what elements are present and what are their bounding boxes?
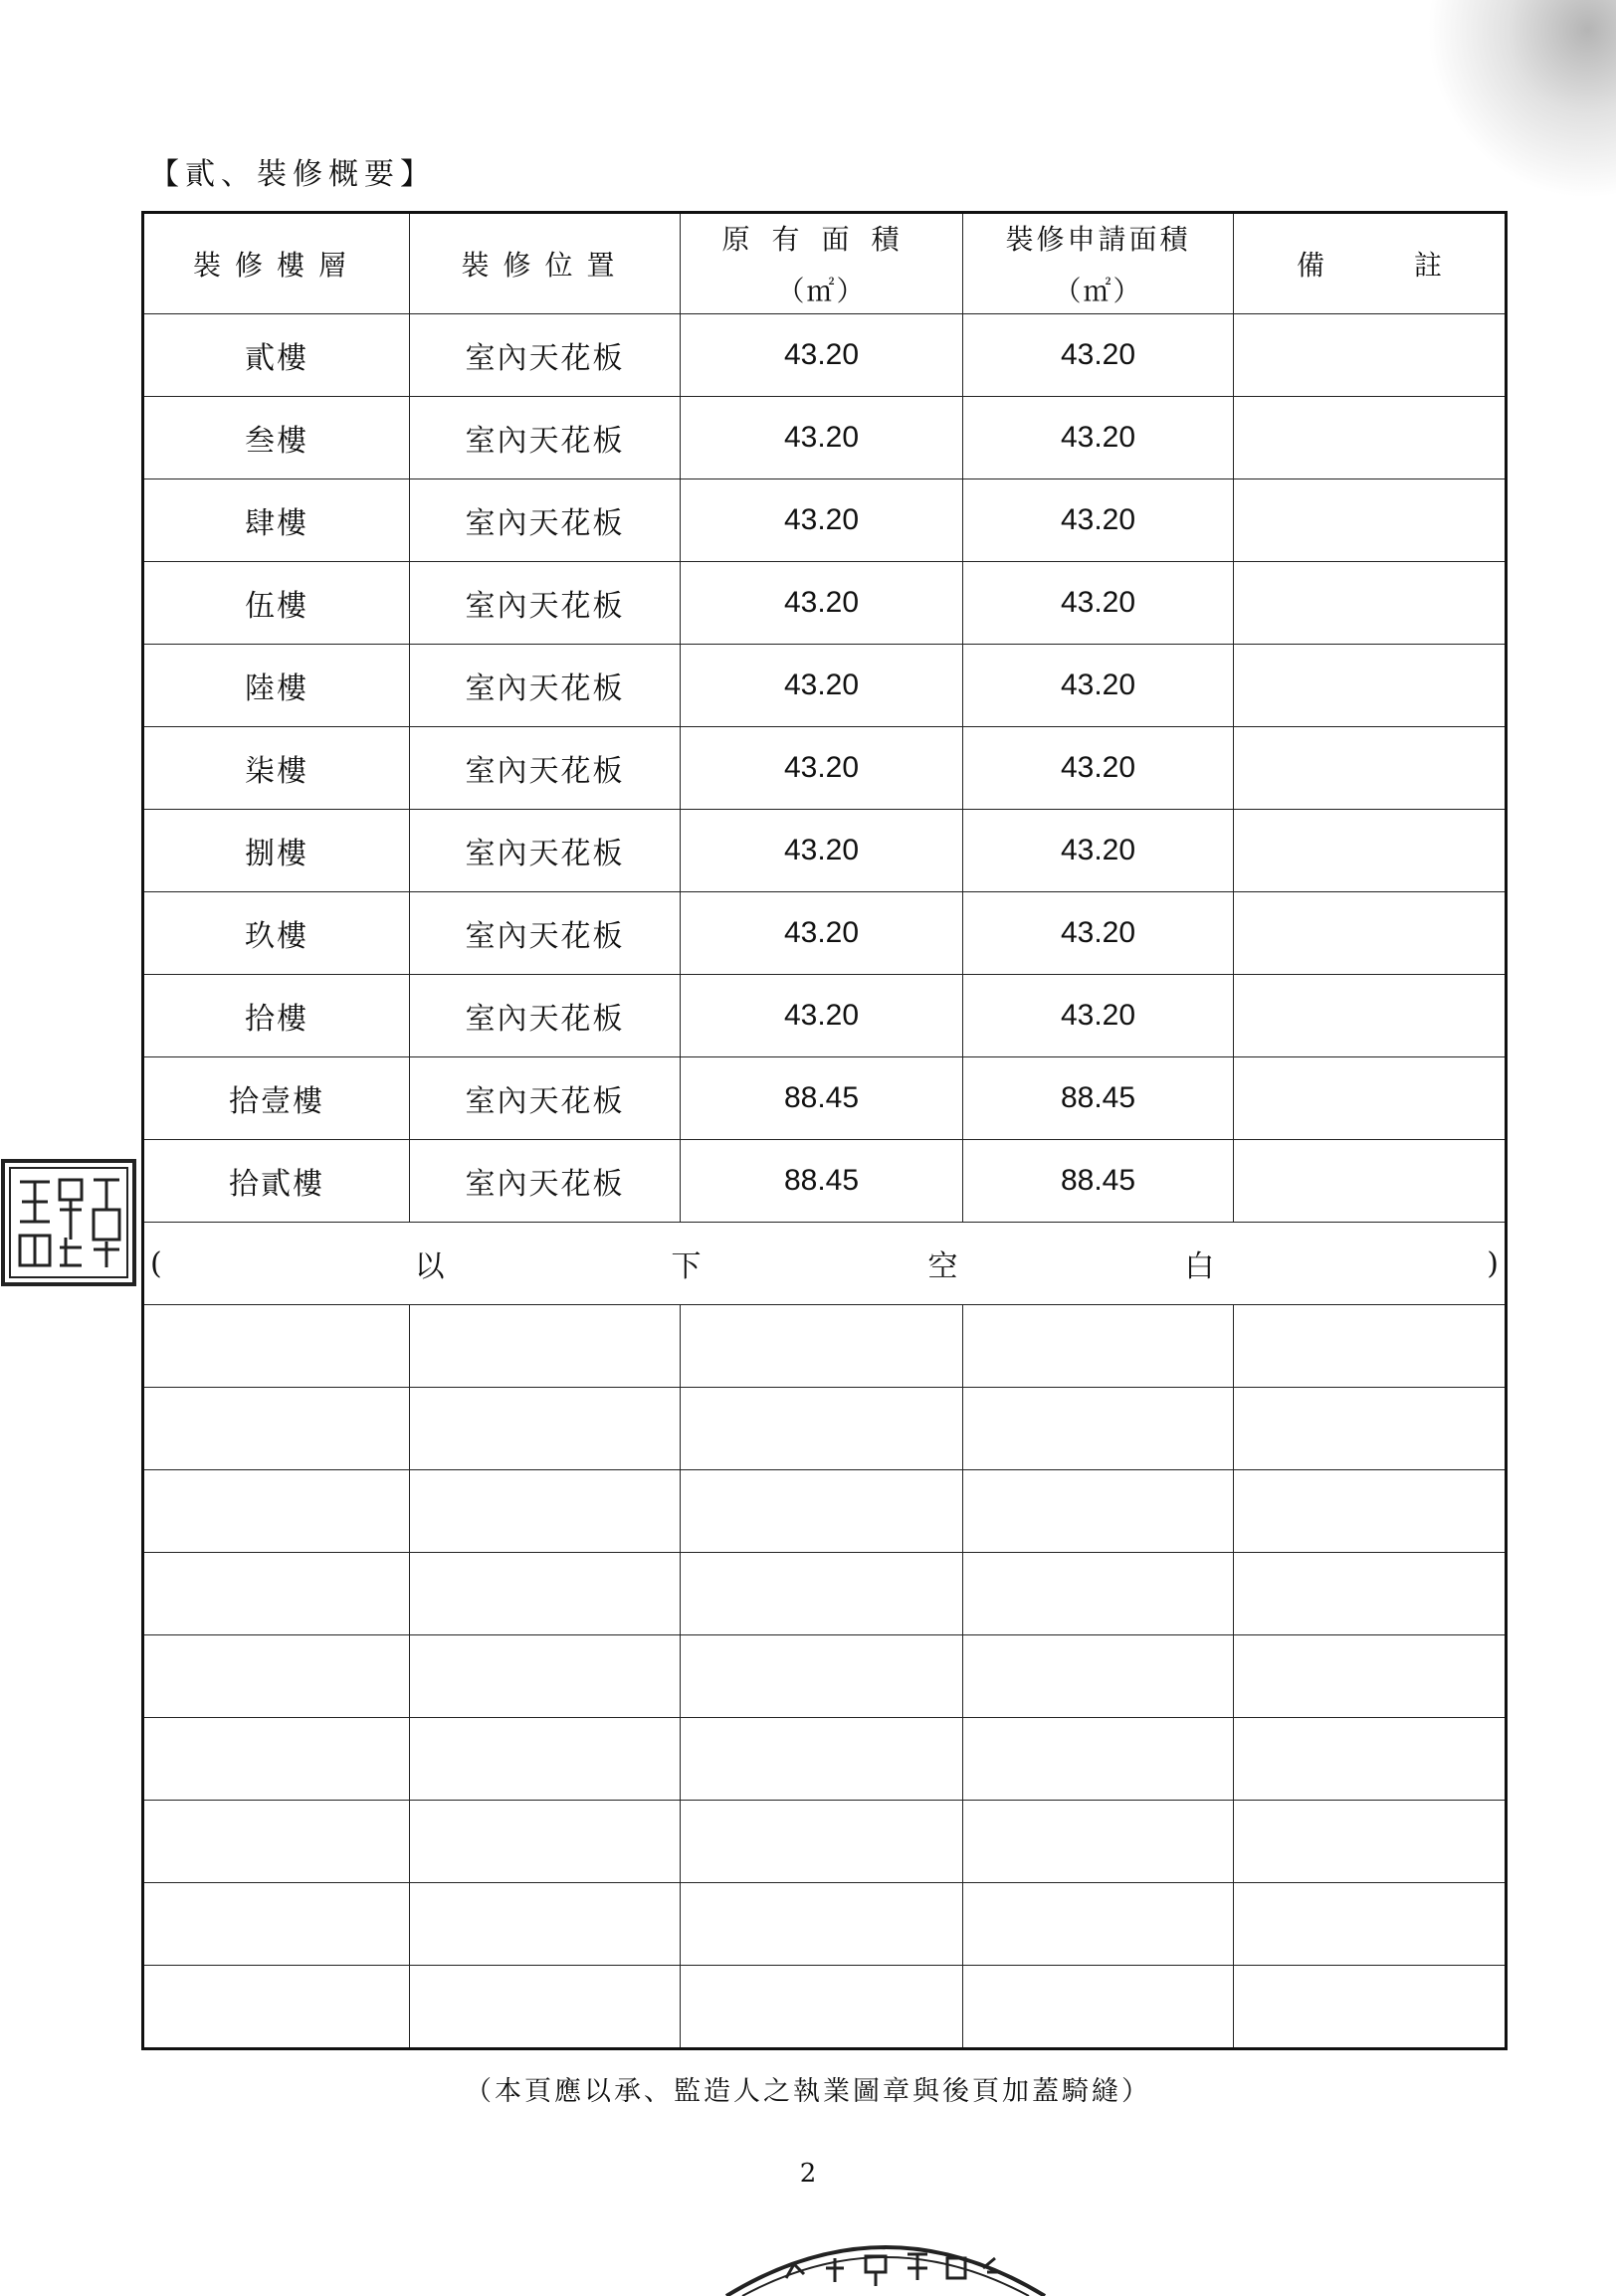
empty-row	[143, 1305, 1507, 1388]
empty-cell	[410, 1718, 681, 1801]
empty-row	[143, 1553, 1507, 1635]
floor-cell: 叁樓	[143, 397, 410, 479]
empty-cell	[963, 1966, 1234, 2049]
location-cell: 室內天花板	[410, 1140, 681, 1223]
blank-char: 以	[414, 1249, 445, 1284]
notes-cell	[1234, 645, 1507, 727]
empty-cell	[143, 1883, 410, 1966]
original-area-cell: 43.20	[681, 397, 963, 479]
empty-cell	[410, 1553, 681, 1635]
empty-cell	[963, 1801, 1234, 1883]
applied-area-cell: 43.20	[963, 892, 1234, 975]
empty-cell	[681, 1553, 963, 1635]
location-cell: 室內天花板	[410, 892, 681, 975]
notes-cell	[1234, 1057, 1507, 1140]
original-area-cell: 43.20	[681, 810, 963, 892]
header-applied-area: 裝修申請面積 （㎡）	[963, 213, 1234, 314]
table-row	[143, 562, 1507, 645]
original-area-cell: 43.20	[681, 975, 963, 1057]
empty-cell	[1234, 1718, 1507, 1801]
original-area-cell: 43.20	[681, 727, 963, 810]
floor-cell: 柒樓	[143, 727, 410, 810]
location-cell: 室內天花板	[410, 810, 681, 892]
renovation-summary-table	[141, 211, 1508, 2050]
empty-cell	[681, 1635, 963, 1718]
blank-close-paren: )	[1487, 1245, 1499, 1281]
original-area-cell: 43.20	[681, 645, 963, 727]
empty-cell	[143, 1305, 410, 1388]
original-area-cell: 43.20	[681, 314, 963, 397]
applied-area-cell: 43.20	[963, 810, 1234, 892]
empty-cell	[681, 1388, 963, 1470]
location-cell: 室內天花板	[410, 479, 681, 562]
empty-cell	[1234, 1470, 1507, 1553]
empty-cell	[410, 1801, 681, 1883]
blank-below-cell	[143, 1223, 1507, 1305]
table-row	[143, 479, 1507, 562]
notes-cell	[1234, 727, 1507, 810]
floor-cell: 捌樓	[143, 810, 410, 892]
applied-area-cell: 88.45	[963, 1140, 1234, 1223]
empty-cell	[1234, 1305, 1507, 1388]
header-original-area: 原有面積 （㎡）	[681, 213, 963, 314]
location-cell: 室內天花板	[410, 397, 681, 479]
header-location: 裝修位置	[410, 213, 681, 314]
location-cell: 室內天花板	[410, 727, 681, 810]
floor-cell: 玖樓	[143, 892, 410, 975]
empty-cell	[963, 1305, 1234, 1388]
floor-cell: 拾壹樓	[143, 1057, 410, 1140]
applied-area-cell: 43.20	[963, 314, 1234, 397]
notes-cell	[1234, 479, 1507, 562]
floor-cell: 拾貳樓	[143, 1140, 410, 1223]
empty-cell	[681, 1801, 963, 1883]
blank-char: 下	[671, 1249, 702, 1284]
empty-row	[143, 1801, 1507, 1883]
empty-cell	[681, 1718, 963, 1801]
blank-below-row	[143, 1223, 1507, 1305]
empty-cell	[1234, 1883, 1507, 1966]
notes-cell	[1234, 1140, 1507, 1223]
empty-cell	[1234, 1635, 1507, 1718]
notes-cell	[1234, 892, 1507, 975]
empty-row	[143, 1883, 1507, 1966]
building-admin-seal	[716, 2228, 1055, 2296]
empty-cell	[410, 1883, 681, 1966]
empty-cell	[143, 1388, 410, 1470]
applied-area-cell: 43.20	[963, 479, 1234, 562]
table-row	[143, 1057, 1507, 1140]
table-row	[143, 975, 1507, 1057]
original-area-cell: 88.45	[681, 1140, 963, 1223]
empty-cell	[963, 1470, 1234, 1553]
applied-area-cell: 43.20	[963, 562, 1234, 645]
notes-cell	[1234, 314, 1507, 397]
empty-cell	[1234, 1388, 1507, 1470]
empty-cell	[1234, 1801, 1507, 1883]
empty-cell	[410, 1470, 681, 1553]
empty-row	[143, 1635, 1507, 1718]
empty-cell	[1234, 1553, 1507, 1635]
applied-area-cell: 43.20	[963, 727, 1234, 810]
empty-row	[143, 1470, 1507, 1553]
empty-cell	[410, 1966, 681, 2049]
empty-cell	[410, 1635, 681, 1718]
blank-open-paren: (	[150, 1245, 162, 1281]
notes-cell	[1234, 562, 1507, 645]
floor-cell: 陸樓	[143, 645, 410, 727]
table-header-row	[143, 213, 1507, 314]
page-number: 2	[799, 2159, 817, 2189]
empty-cell	[681, 1470, 963, 1553]
floor-cell: 貳樓	[143, 314, 410, 397]
location-cell: 室內天花板	[410, 645, 681, 727]
applied-area-cell: 43.20	[963, 645, 1234, 727]
table-row	[143, 892, 1507, 975]
empty-cell	[963, 1718, 1234, 1801]
footer-note: （本頁應以承、監造人之執業圖章與後頁加蓋騎縫）	[465, 2076, 1151, 2107]
empty-cell	[963, 1388, 1234, 1470]
empty-cell	[143, 1635, 410, 1718]
location-cell: 室內天花板	[410, 314, 681, 397]
empty-row	[143, 1718, 1507, 1801]
architect-guild-seal	[0, 1158, 137, 1287]
table-row	[143, 727, 1507, 810]
applied-area-cell: 88.45	[963, 1057, 1234, 1140]
blank-char: 空	[927, 1249, 958, 1284]
empty-cell	[143, 1718, 410, 1801]
header-floor: 裝修樓層	[143, 213, 410, 314]
location-cell: 室內天花板	[410, 562, 681, 645]
floor-cell: 拾樓	[143, 975, 410, 1057]
empty-cell	[143, 1801, 410, 1883]
scan-shadow	[1427, 0, 1616, 199]
floor-cell: 伍樓	[143, 562, 410, 645]
empty-cell	[681, 1305, 963, 1388]
empty-cell	[410, 1388, 681, 1470]
table-row	[143, 1140, 1507, 1223]
table-row	[143, 314, 1507, 397]
header-notes: 備 註	[1234, 213, 1507, 314]
empty-cell	[963, 1635, 1234, 1718]
section-title: 【貳、裝修概要】	[149, 157, 436, 192]
location-cell: 室內天花板	[410, 975, 681, 1057]
table-row	[143, 397, 1507, 479]
original-area-cell: 43.20	[681, 479, 963, 562]
empty-row	[143, 1966, 1507, 2049]
table-row	[143, 645, 1507, 727]
table-row	[143, 810, 1507, 892]
empty-cell	[963, 1553, 1234, 1635]
applied-area-cell: 43.20	[963, 397, 1234, 479]
empty-row	[143, 1388, 1507, 1470]
empty-cell	[1234, 1966, 1507, 2049]
original-area-cell: 43.20	[681, 892, 963, 975]
empty-cell	[143, 1553, 410, 1635]
applied-area-cell: 43.20	[963, 975, 1234, 1057]
floor-cell: 肆樓	[143, 479, 410, 562]
empty-cell	[681, 1883, 963, 1966]
empty-cell	[143, 1966, 410, 2049]
notes-cell	[1234, 975, 1507, 1057]
original-area-cell: 43.20	[681, 562, 963, 645]
notes-cell	[1234, 397, 1507, 479]
blank-char: 白	[1184, 1249, 1215, 1284]
empty-cell	[410, 1305, 681, 1388]
empty-cell	[963, 1883, 1234, 1966]
empty-cell	[143, 1470, 410, 1553]
location-cell: 室內天花板	[410, 1057, 681, 1140]
original-area-cell: 88.45	[681, 1057, 963, 1140]
notes-cell	[1234, 810, 1507, 892]
empty-cell	[681, 1966, 963, 2049]
